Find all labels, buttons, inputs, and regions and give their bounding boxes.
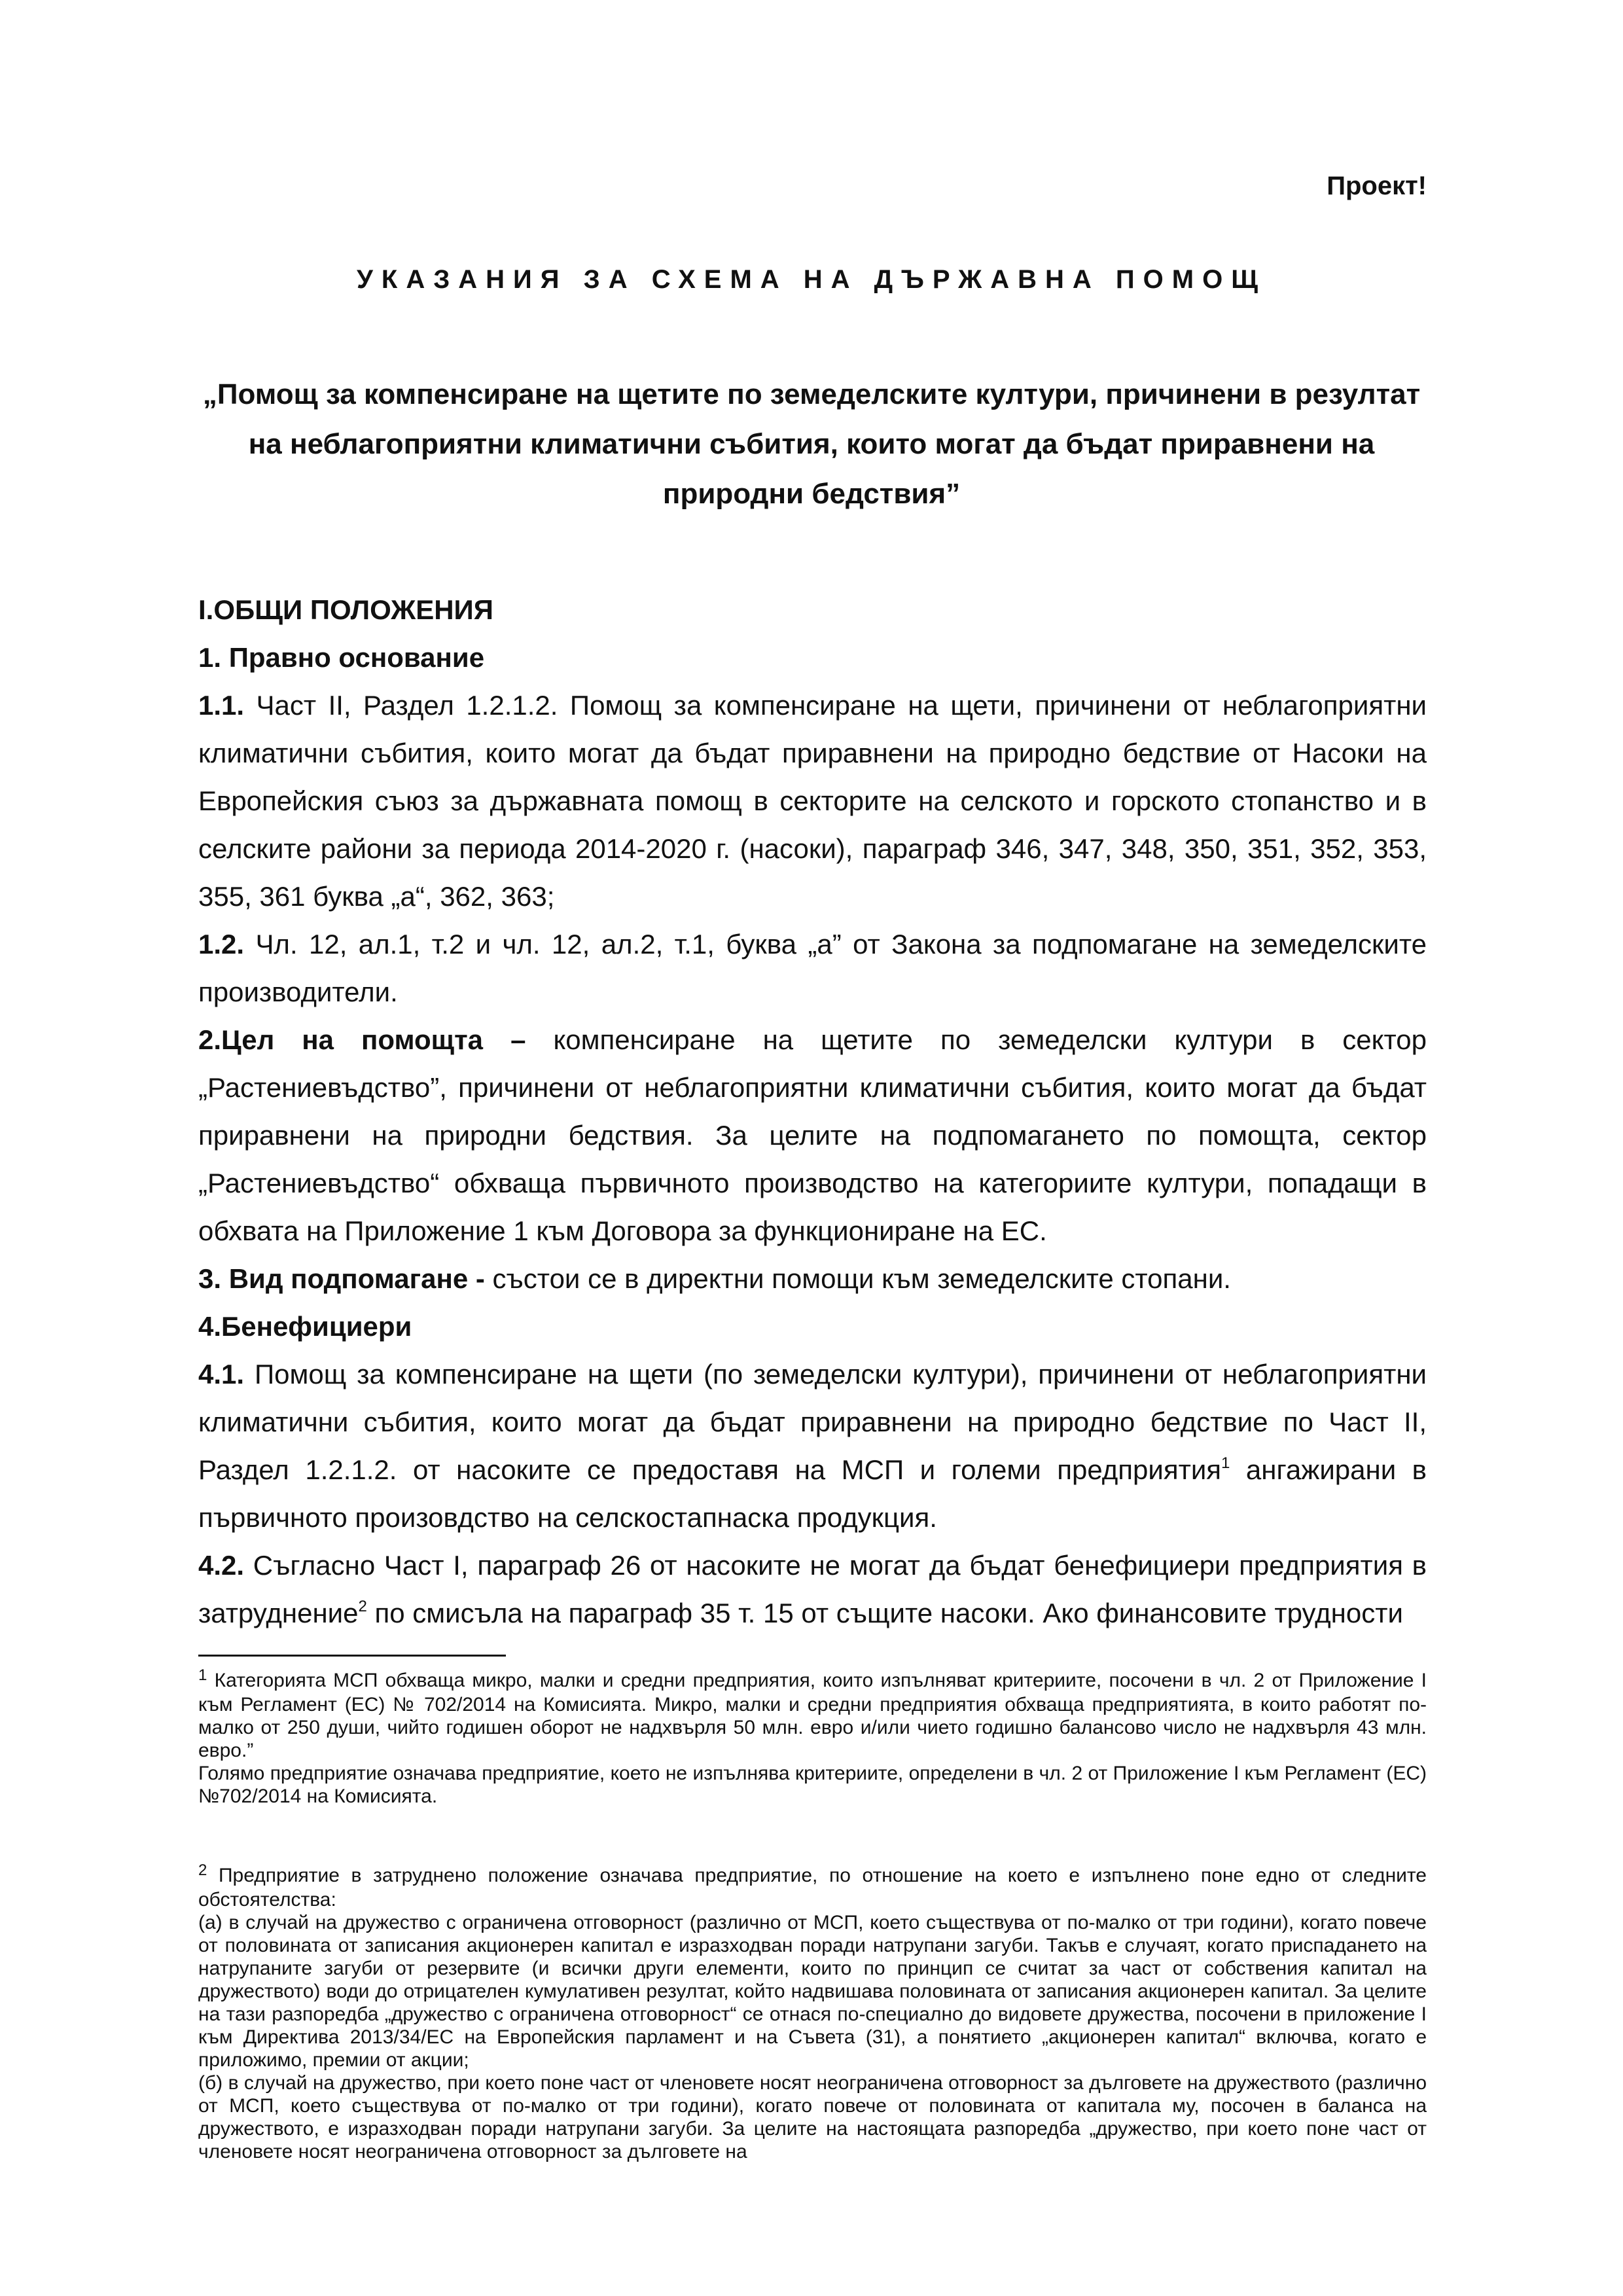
footnote-text: Предприятие в затруднено положение означава предприятие, по отношение на което е изпълнено поне едно от следните обстоятелства: xyxy=(198,1865,1427,1910)
legal-basis-heading: 1. Правно основание xyxy=(198,642,485,673)
paragraph-text: ангажирани в първичното произовдство на селскостапнаска продукция. xyxy=(198,1454,1427,1533)
document-subtitle: „Помощ за компенсиране на щетите по земеделските култури, причинени в резултат на неблагоприятни климатични събития, които могат да бъдат приравнени на природни бедствия” xyxy=(202,378,1421,510)
paragraph-3 xyxy=(198,1255,1427,1302)
paragraph-number: 1.2. xyxy=(198,929,245,960)
paragraph-number: 1.1. xyxy=(198,690,245,721)
footnote-text: Категорията МСП обхваща микро, малки и средни предприятия, които изпълняват критериите, посочени в чл. 2 от Приложение I към Регламент (ЕС) № 702/2014 на Комисията. Микро, малки и средни предприятия обхваща предприятията, в които работят по-малко от 250 души, чийто годишен оборот не надхвърля 50 млн. евро и/или чието годишно балансово число не надхвърля 43 млн. евро.” xyxy=(198,1670,1427,1761)
footnote-text: Голямо предприятие означава предприятие, което не изпълнява критериите, определени в чл. 2 от Приложение I към Регламент (ЕС) №702/2014 на Комисията. xyxy=(198,1763,1427,1807)
document-body xyxy=(198,586,1427,1637)
paragraph-text: състои се в директни помощи към земеделските стопани. xyxy=(484,1263,1231,1294)
document-title: УКАЗАНИЯ ЗА СХЕМА НА ДЪРЖАВНА ПОМОЩ xyxy=(357,265,1266,294)
footnote-mark: 2 xyxy=(198,1861,207,1879)
footnote-ref-2[interactable]: 2 xyxy=(358,1598,367,1615)
footnote-item-a: (а) в случай на дружество с ограничена отговорност (различно от МСП, което съществува от по-малко от три години), когато повече от половината от записания акционерен капитал е изразходван поради натрупани загуби. Такъв е случаят, когато приспадането на натрупаните загуби от резервите (и всички други елементи, които по принцип се считат за част от собствения капитал на дружеството) води до отрицателен кумулативен резултат, който надвишава половината от записания акционерен капитал. За целите на тази разпоредба „дружество с ограничена отговорност“ се отнася по-специално до видовете дружества, посочени в приложение I към Директива 2013/34/ЕС на Европейския парламент и на Съвета (31), а понятието „акционерен капитал“ включва, когато е приложимо, премии от акции; xyxy=(198,1912,1427,2071)
paragraph-text: компенсиране на щетите по земеделски култури в сектор „Растениевъдство”, причинени от неблагоприятни климатични събития, които могат да бъдат приравнени на природни бедствия. За целите на подпомагането по помощта, сектор „Растениевъдство“ обхваща първичното производство на категориите култури, попадащи в обхвата на Приложение 1 към Договора за функциониране на ЕС. xyxy=(198,1024,1427,1246)
draft-label: Проект! xyxy=(1327,171,1427,200)
footnote-1 xyxy=(198,1666,1427,1808)
section-heading-general: I.ОБЩИ ПОЛОЖЕНИЯ xyxy=(198,594,493,625)
paragraph-text: Съгласно Част I, параграф 26 от насоките не могат да бъдат бенефициери предприятия в затруднение xyxy=(198,1550,1427,1628)
paragraph-1-2 xyxy=(198,920,1427,1016)
paragraph-4-1 xyxy=(198,1350,1427,1541)
paragraph-text: по смисъла на параграф 35 т. 15 от същите насоки. Ако финансовите трудности xyxy=(366,1598,1403,1628)
footnote-mark: 1 xyxy=(198,1666,207,1684)
paragraph-text: Чл. 12, ал.1, т.2 и чл. 12, ал.2, т.1, буква „а” от Закона за подпомагане на земеделските производители. xyxy=(198,929,1427,1007)
paragraph-2 xyxy=(198,1016,1427,1255)
footnote-item-b: (б) в случай на дружество, при което поне част от членовете носят неограничена отговорност за дълговете на дружеството (различно от МСП, което съществува от по-малко от три години), когато повече от половината от капитала му, посочен в баланса на дружеството, е изразходван поради натрупани загуби. За целите на настоящата разпоредба „дружество, при което поне част от членовете носят неограничена отговорност за дълговете на xyxy=(198,2072,1427,2162)
paragraph-number: 4.2. xyxy=(198,1550,245,1581)
footnote-separator xyxy=(198,1655,506,1657)
paragraph-4-2 xyxy=(198,1541,1427,1637)
paragraph-label: 3. Вид подпомагане - xyxy=(198,1263,485,1294)
paragraph-text: Част II, Раздел 1.2.1.2. Помощ за компенсиране на щети, причинени от неблагоприятни климатични събития, които могат да бъдат приравнени на природно бедствие от Насоки на Европейския съюз за държавната помощ в секторите на селското и горското стопанство и в селските райони за периода 2014-2020 г. (насоки), параграф 346, 347, 348, 350, 351, 352, 353, 355, 361 буква „а“, 362, 363; xyxy=(198,690,1427,912)
beneficiaries-heading: 4.Бенефициери xyxy=(198,1311,412,1342)
paragraph-1-1 xyxy=(198,681,1427,920)
footnote-ref-1[interactable]: 1 xyxy=(1221,1454,1230,1472)
footnote-2 xyxy=(198,1861,1427,2163)
paragraph-text: Помощ за компенсиране на щети (по земеделски култури), причинени от неблагоприятни климатични събития, които могат да бъдат приравнени на природно бедствие по Част II, Раздел 1.2.1.2. от насоките се предоставя на МСП и големи предприятия xyxy=(198,1359,1427,1485)
paragraph-number: 4.1. xyxy=(198,1359,245,1390)
paragraph-label: 2.Цел на помощта – xyxy=(198,1024,526,1055)
